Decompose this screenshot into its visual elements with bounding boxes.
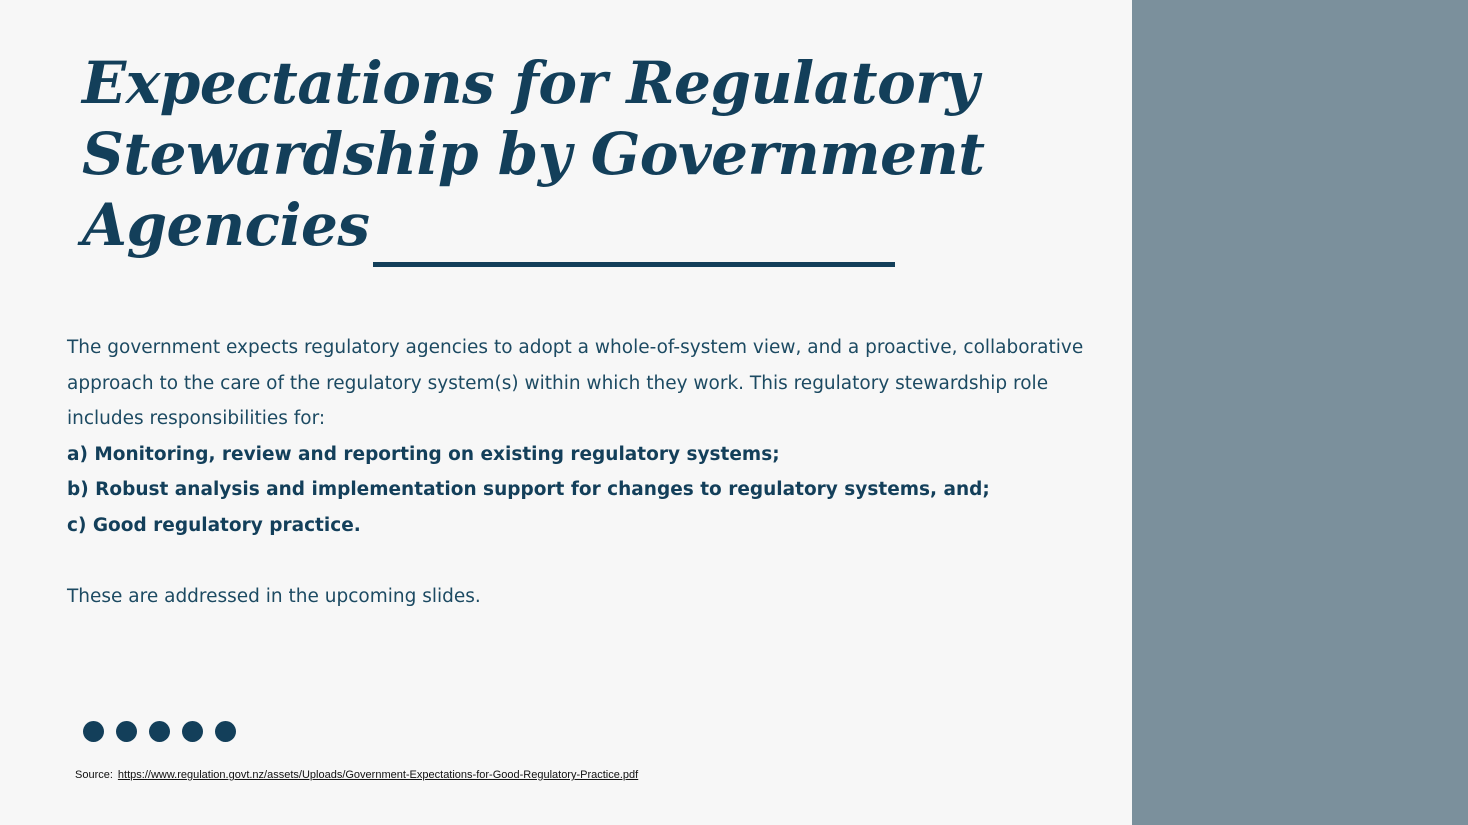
intro-paragraph: The government expects regulatory agencies to adopt a whole-of-system view, and a proactive, collaborative approach to the care of the regulatory system(s) within which they work. This regulatory stewardship role includes responsibilities for: xyxy=(67,337,1084,430)
title-underline-rule xyxy=(373,262,895,267)
title-line-2: Stewardship by Government xyxy=(82,120,985,188)
dot-icon xyxy=(149,721,170,742)
responsibility-item-a: a) Monitoring, review and reporting on existing regulatory systems; xyxy=(67,443,780,465)
dot-icon xyxy=(215,721,236,742)
source-link[interactable]: https://www.regulation.govt.nz/assets/Uploads/Government-Expectations-for-Good-Regulatory-Practice.pdf xyxy=(117,769,639,781)
side-panel xyxy=(1132,0,1468,825)
title-line-1: Expectations for Regulatory xyxy=(82,49,979,117)
body-text xyxy=(67,330,1107,615)
closing-paragraph: These are addressed in the upcoming slides. xyxy=(67,586,481,608)
dot-icon xyxy=(116,721,137,742)
responsibility-item-b: b) Robust analysis and implementation support for changes to regulatory systems, and; xyxy=(67,479,990,501)
dot-icon xyxy=(182,721,203,742)
title-line-3: Agencies xyxy=(82,191,370,259)
slide-title xyxy=(82,48,985,261)
responsibility-item-c: c) Good regulatory practice. xyxy=(67,514,361,536)
decorative-dots xyxy=(83,721,236,742)
source-citation xyxy=(75,769,638,781)
paragraph-spacer xyxy=(67,544,1107,580)
dot-icon xyxy=(83,721,104,742)
source-label: Source: xyxy=(75,769,113,781)
